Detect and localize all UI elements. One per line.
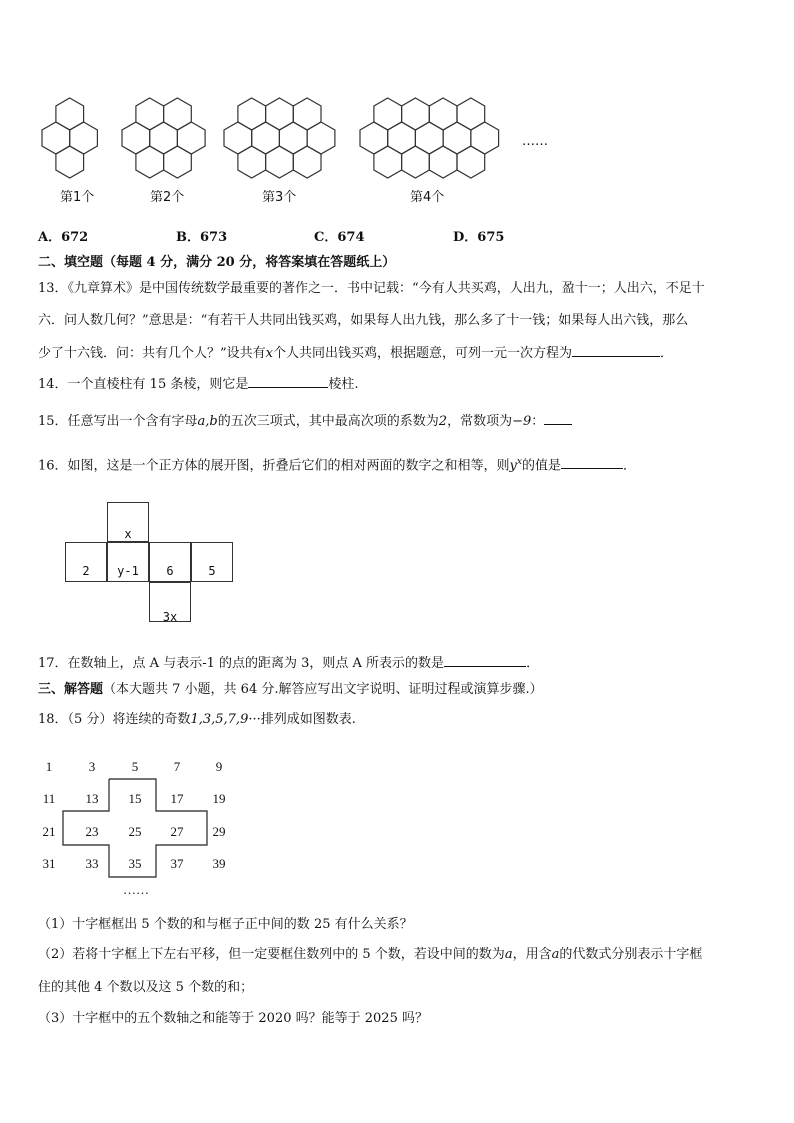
q17-end: ． bbox=[526, 656, 540, 671]
table-cell: 7 bbox=[173, 759, 181, 774]
table-cell: 39 bbox=[212, 856, 226, 871]
q16-exponent: x bbox=[516, 457, 522, 467]
section-2-title: 二、填空题（每题 4 分，满分 20 分，将答案填在答题纸上） bbox=[38, 255, 396, 270]
q13-text-b: 个人共同出钱买鸡，根据题意，可列一元一次方程为 bbox=[273, 346, 573, 361]
q13-text-a: 少了十六钱．问：共有几个人？”设共有 bbox=[38, 346, 266, 361]
table-cell: 5 bbox=[131, 759, 139, 774]
q18-sub2-var-a-2: a bbox=[551, 947, 560, 962]
q18-sub2-text-a: （2）若将十字框上下左右平移，但一定要框住数列中的 5 个数，若设中间的数为 bbox=[38, 947, 505, 962]
q18-sub1: （1）十字框框出 5 个数的和与框子正中间的数 25 有什么关系？ bbox=[38, 917, 413, 932]
table-cell: 35 bbox=[128, 856, 142, 871]
q17-text-a: 17．在数轴上，点 A 与表示-1 的点的距离为 3，则点 A 所表示的数是 bbox=[38, 656, 445, 671]
q14-text-b: 棱柱. bbox=[328, 377, 359, 392]
q18-sub2-text-b: ，用含 bbox=[512, 947, 552, 962]
q15-text-c: ，常数项为 bbox=[447, 414, 513, 429]
q18-sub3: （3）十字框中的五个数轴之和能等于 2020 吗？能等于 2025 吗？ bbox=[38, 1011, 428, 1026]
table-cell: 29 bbox=[212, 824, 226, 839]
q18-text-a: 18．（5 分）将连续的奇数 bbox=[38, 712, 191, 727]
q13-line-1: 13．《九章算术》是中国传统数学最重要的著作之一．书中记载：“今有人共买鸡，人出九，盈十一；人出六，不足十 bbox=[38, 281, 705, 296]
table-cell: 31 bbox=[42, 856, 56, 871]
q15-text-b: 的五次三项式，其中最高次项的系数为 bbox=[217, 414, 439, 429]
table-cell: 1 bbox=[45, 759, 53, 774]
q18-sequence: 1,3,5,7,9··· bbox=[190, 712, 261, 727]
net-cell-4: 5 bbox=[191, 542, 233, 582]
q16-end: ． bbox=[623, 458, 637, 474]
q13-end: ． bbox=[660, 346, 674, 361]
table-cell: 9 bbox=[215, 759, 223, 774]
net-cell-top: x bbox=[107, 502, 149, 542]
q18-sub2-line2: 住的其他 4 个数以及这 5 个数的和； bbox=[38, 980, 254, 995]
table-cell: 15 bbox=[128, 791, 142, 806]
q13-line-2: 六．问人数几何？”意思是：“有若干人共同出钱买鸡，如果每人出九钱，那么多了十一钱；如果每人出六钱，那么 bbox=[38, 313, 689, 328]
q18-sub2-var-a: a bbox=[504, 947, 513, 962]
net-cell-2: y-1 bbox=[107, 542, 149, 582]
figure-ellipsis: …… bbox=[522, 134, 548, 149]
q15-vars: a,b bbox=[197, 414, 218, 429]
table-cell: 25 bbox=[128, 824, 142, 839]
q18-sub2 bbox=[38, 947, 702, 963]
net-cell-1: 2 bbox=[65, 542, 107, 582]
net-cell-3: 6 bbox=[149, 542, 191, 582]
table-cell: 27 bbox=[170, 824, 184, 839]
table-cell: 19 bbox=[212, 791, 226, 806]
table-cell: 3 bbox=[88, 759, 96, 774]
option-c: C．674 bbox=[314, 230, 365, 245]
q16-text-a: 16．如图，这是一个正方体的展开图，折叠后它们的相对两面的数字之和相等，则 bbox=[38, 458, 510, 474]
table-cell: 13 bbox=[85, 791, 99, 806]
q15-text-d: ： bbox=[531, 414, 545, 429]
section-3-title-note: （本大题共 7 小题，共 64 分.解答应写出文字说明、证明过程或演算步骤.） bbox=[103, 682, 543, 697]
table-cell: 33 bbox=[85, 856, 99, 871]
figure-label-4: 第4个 bbox=[410, 190, 445, 205]
option-a: A．672 bbox=[38, 230, 89, 245]
figure-label-3: 第3个 bbox=[262, 190, 297, 205]
table-ellipsis: …… bbox=[123, 882, 149, 897]
q15-coef: 2 bbox=[438, 414, 448, 429]
table-cell: 37 bbox=[170, 856, 184, 871]
q16-base: y bbox=[509, 458, 517, 474]
table-cell: 11 bbox=[42, 791, 56, 806]
net-cell-bottom: 3x bbox=[149, 582, 191, 622]
q13-var-x: x bbox=[265, 346, 273, 361]
q16-text-b: 的值是 bbox=[521, 458, 561, 474]
q18-text-b: 排列成如图数表. bbox=[260, 712, 356, 727]
q15-text-a: 15．任意写出一个含有字母 bbox=[38, 414, 198, 429]
q15-const: −9 bbox=[512, 414, 532, 429]
table-cell: 17 bbox=[170, 791, 184, 806]
table-cell: 23 bbox=[85, 824, 99, 839]
option-d: D．675 bbox=[453, 230, 505, 245]
option-b: B．673 bbox=[176, 230, 228, 245]
q14-text-a: 14．一个直棱柱有 15 条棱，则它是 bbox=[38, 377, 249, 392]
section-3-title-main: 三、解答题 bbox=[38, 682, 104, 697]
figure-label-2: 第2个 bbox=[150, 190, 185, 205]
q18-sub2-text-c: 的代数式分别表示十字框 bbox=[559, 947, 703, 962]
figure-label-1: 第1个 bbox=[60, 190, 95, 205]
table-cell: 21 bbox=[42, 824, 56, 839]
